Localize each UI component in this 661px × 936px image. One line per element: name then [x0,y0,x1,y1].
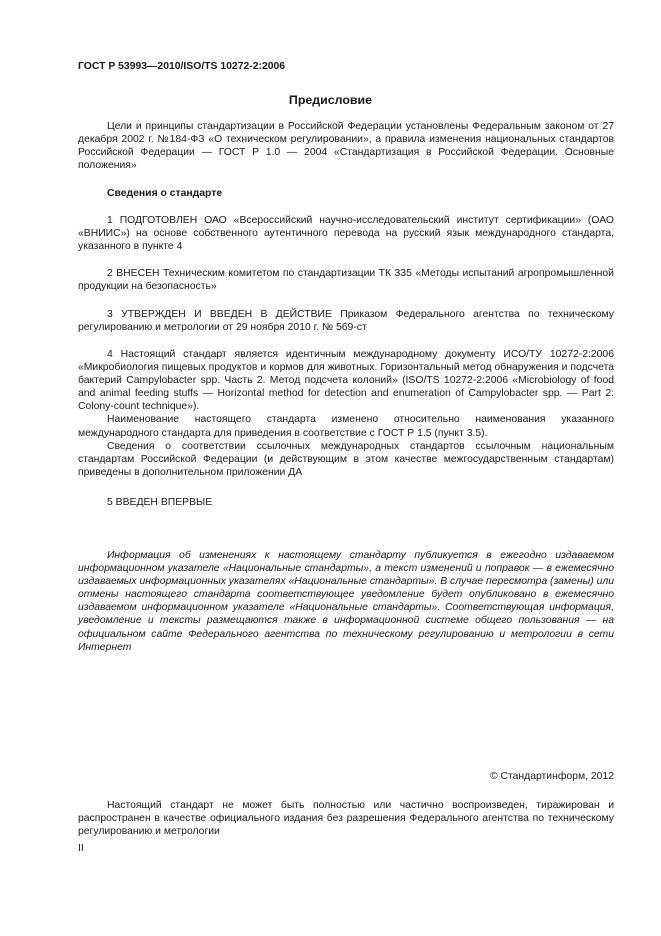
reproduction-notice: Настоящий стандарт не может быть полностью или частично воспроизведен, тиражирован и распространен в качестве официального издания без разрешения Федерального агентства по техническому регулированию и метрологии [78,800,614,838]
item-2: 2 ВНЕСЕН Техническим комитетом по стандартизации ТК 335 «Методы испытаний агропромышленной продукции на безопасность» [78,268,614,293]
intro-paragraph: Цели и принципы стандартизации в Российской Федерации установлены Федеральным законом от 27 декабря 2002 г. №184-ФЗ «О техническом регулировании», а правила изменения национальных стандартов Российской Федерации — ГОСТ Р 1.0 — 2004 «Стандартизация в Российской Федерации. Основные положения» [78,121,614,172]
item-5-block [78,496,614,509]
section-subtitle: Сведения о стандарте [107,188,223,199]
item-3: 3 УТВЕРЖДЕН И ВВЕДЕН В ДЕЙСТВИЕ Приказом Федерального агентства по техническому регулированию и метрологии от 29 ноября 2010 г. № 569-ст [78,309,614,334]
subtitle-block [78,187,614,200]
intro-block [78,120,614,172]
item-1-block [78,214,614,253]
item-5: 5 ВВЕДЕН ВПЕРВЫЕ [107,497,213,508]
item-4-name-note: Наименование настоящего стандарта изменено относительно наименования указанного международного стандарта для приведения в соответствие с ГОСТ Р 1.5 (пункт 3.5). [78,414,614,439]
item-4-block [78,348,614,479]
item-1: 1 ПОДГОТОВЛЕН ОАО «Всероссийский научно-исследовательский институт сертификации» (ОАО «ВНИИС») на основе собственного аутентичного перевода на русский язык международного стандарта, указанного в пункте 4 [78,215,614,253]
item-4-references-note: Сведения о соответствии ссылочных международных стандартов ссылочным национальным стандартам Российской Федерации (и действующим в этом качестве межгосударственным стандартам) приведены в дополнительном приложении ДА [78,440,614,478]
item-4: 4 Настоящий стандарт является идентичным международному документу ИСО/ТУ 10272-2:2006 «Микробиология пищевых продуктов и кормов для животных. Горизонтальный метод обнаружения и подсчета бактерий Campylobacter spp. Часть 2. Метод подсчета колоний» (ISO/TS 10272-2:2006 «Microbiology of food and animal feeding stuffs — Horizontal method for detection and enumeration of Campylobacter spp. — Part 2: Colony-count technique»). [78,349,614,413]
item-3-block [78,308,614,334]
reproduction-block [78,799,614,838]
document-header: ГОСТ Р 53993—2010/ISO/TS 10272-2:2006 [78,61,286,72]
info-note-block [78,549,614,654]
page-number: II [78,843,84,854]
page-title: Предисловие [288,93,373,107]
info-note: Информация об изменениях к настоящему стандарту публикуется в ежегодно издаваемом информационном указателе «Национальные стандарты», а текст изменений и поправок — в ежемесячно издаваемых информационных указателях «Национальные стандарты». В случае пересмотра (замены) или отмены настоящего стандарта соответствующее уведомление будет опубликовано в ежемесячно издаваемом информационном указателе «Национальные стандарты». Соответствующая информация, уведомление и тексты размещаются также в информационной системе общего пользования — на официальном сайте Федерального агентства по техническому регулированию и метрологии в сети Интернет [78,550,614,653]
item-2-block [78,267,614,293]
copyright: © Стандартинформ, 2012 [489,771,614,782]
